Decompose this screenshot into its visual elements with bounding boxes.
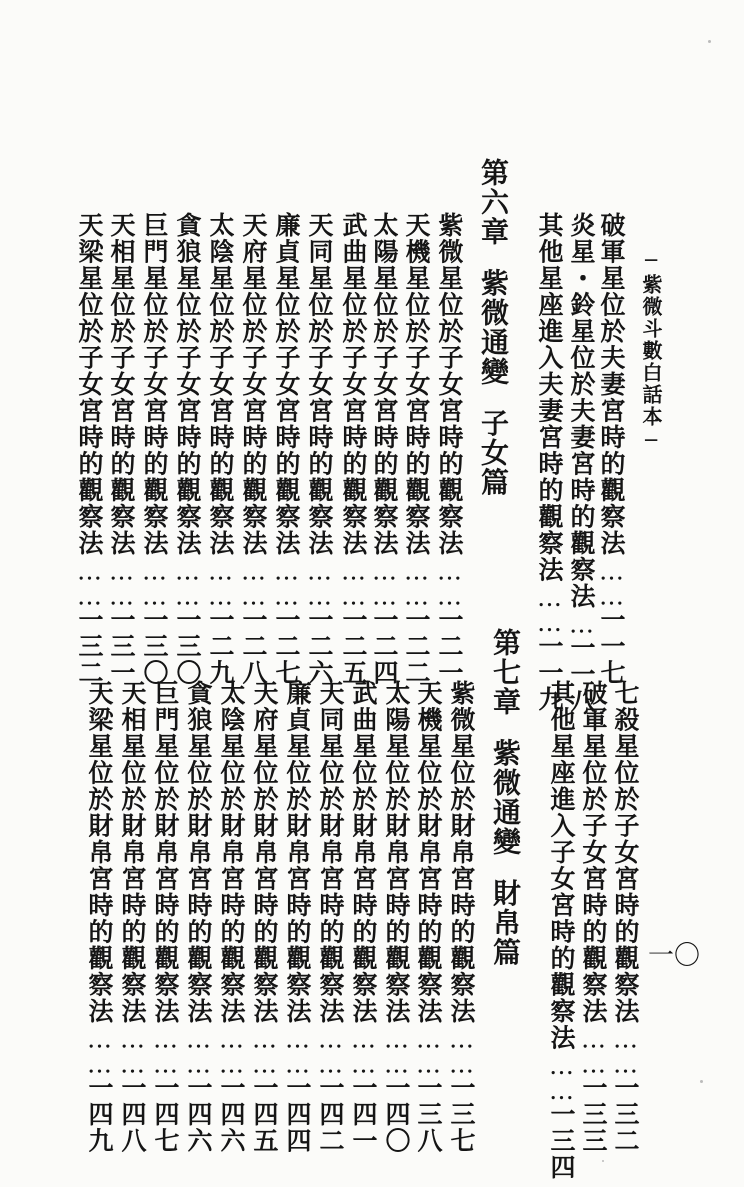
toc-entry[interactable]: [106, 212, 136, 686]
toc-entry-page: 一四八: [118, 1074, 147, 1154]
toc-entry-title: 廉貞星位於子女宮時的觀察法: [272, 212, 301, 557]
scan-speck: [700, 1080, 703, 1083]
toc-entry[interactable]: [369, 212, 399, 686]
toc-entry-page: 一三三: [579, 1074, 608, 1154]
toc-entry-title: 破軍星位於子女宮時的觀察法: [579, 680, 608, 1025]
toc-entry[interactable]: [315, 680, 345, 1154]
toc-entry[interactable]: [546, 680, 576, 1181]
toc-entry[interactable]: [338, 212, 368, 686]
toc-entry-page: 一二五: [339, 606, 368, 686]
toc-entry-title: 炎星・鈴星位於夫妻宮時的觀察法: [567, 212, 596, 610]
toc-entry-leader: ……: [597, 556, 626, 607]
toc-entry-title: 天相星位於財帛宮時的觀察法: [118, 680, 147, 1025]
toc-entry-leader: ……: [107, 556, 136, 607]
toc-entry-title: 貪狼星位於子女宮時的觀察法: [173, 212, 202, 557]
toc-entry-title: 廉貞星位於財帛宮時的觀察法: [283, 680, 312, 1025]
toc-entry-page: 一四二: [316, 1074, 345, 1154]
toc-entry-leader: ……: [305, 556, 334, 607]
toc-entry[interactable]: [216, 680, 246, 1154]
toc-entry-page: 一三七: [447, 1074, 476, 1154]
toc-entry-leader: ……: [316, 1024, 345, 1075]
toc-entry-page: 一一七: [597, 606, 626, 686]
toc-entry-page: 一四六: [217, 1074, 246, 1154]
page-number: 一〇: [648, 941, 701, 971]
toc-entry-page: 一三一: [107, 606, 136, 686]
toc-entry-leader: ……: [339, 556, 368, 607]
toc-entry-page: 一二八: [239, 606, 268, 686]
toc-entry[interactable]: [74, 212, 104, 686]
toc-entry-page: 一一八: [567, 634, 596, 714]
toc-entry[interactable]: [205, 212, 235, 686]
toc-entry-title: 太陽星位於子女宮時的觀察法: [370, 212, 399, 557]
toc-entry-leader: ……: [447, 1024, 476, 1075]
toc-entry-title: 太陰星位於子女宮時的觀察法: [206, 212, 235, 557]
toc-entry-title: 破軍星位於夫妻宮時的觀察法: [597, 212, 626, 557]
toc-entry-leader: ……: [272, 556, 301, 607]
toc-entry-leader: ……: [184, 1024, 213, 1075]
toc-entry-title: 天機星位於財帛宮時的觀察法: [414, 680, 443, 1025]
toc-entry-leader: ……: [85, 1024, 114, 1075]
toc-entry[interactable]: [304, 212, 334, 686]
toc-entry[interactable]: [413, 680, 443, 1154]
chapter-title: 紫微通變: [477, 268, 510, 387]
toc-entry-leader: ……: [206, 556, 235, 607]
toc-entry-leader: ……: [75, 556, 104, 607]
toc-entry-leader: ……: [402, 556, 431, 607]
toc-entry-page: 一三八: [414, 1074, 443, 1154]
toc-entry-title: 太陽星位於財帛宮時的觀察法: [382, 680, 411, 1025]
chapter-number: 第六章: [477, 158, 510, 247]
toc-entry-page: 一三二: [611, 1074, 640, 1154]
toc-entry-page: 一二四: [370, 606, 399, 686]
toc-entry[interactable]: [238, 212, 268, 686]
toc-entry[interactable]: [117, 680, 147, 1154]
toc-entry-page: 一四九: [85, 1074, 114, 1154]
toc-entry[interactable]: [596, 212, 626, 686]
toc-entry-title: 武曲星位於財帛宮時的觀察法: [349, 680, 378, 1025]
toc-entry-page: 一四七: [151, 1074, 180, 1154]
toc-entry[interactable]: [282, 680, 312, 1154]
toc-entry-page: 一四六: [184, 1074, 213, 1154]
toc-entry-page: 一一九: [535, 633, 564, 713]
toc-entry-title: 武曲星位於子女宮時的觀察法: [339, 212, 368, 557]
toc-entry-title: 天梁星位於子女宮時的觀察法: [75, 212, 104, 557]
toc-entry[interactable]: [271, 212, 301, 686]
chapter-heading: [478, 158, 508, 497]
toc-entry-leader: ……: [283, 1024, 312, 1075]
toc-entry-page: 一四四: [283, 1074, 312, 1154]
scan-speck: [708, 40, 711, 43]
toc-entry[interactable]: [348, 680, 378, 1154]
toc-entry-page: 一三二: [75, 606, 104, 686]
toc-entry-title: 天府星位於子女宮時的觀察法: [239, 212, 268, 557]
toc-entry[interactable]: [84, 680, 114, 1154]
chapter-subtitle: 財帛篇: [489, 878, 522, 967]
toc-entry-title: 其他星座進入子女宮時的觀察法: [547, 680, 576, 1051]
toc-entry-page: 一三〇: [173, 606, 202, 686]
toc-entry-leader: ……: [435, 556, 464, 607]
toc-entry-leader: ……: [151, 1024, 180, 1075]
toc-entry-leader: ……: [118, 1024, 147, 1075]
toc-entry-leader: …: [567, 609, 596, 635]
toc-entry-leader: ……: [382, 1024, 411, 1075]
toc-entry-page: 一二六: [305, 606, 334, 686]
toc-entry-page: 一四五: [250, 1074, 279, 1154]
toc-entry-title: 天同星位於財帛宮時的觀察法: [316, 680, 345, 1025]
toc-entry-title: 巨門星位於財帛宮時的觀察法: [151, 680, 180, 1025]
toc-entry-leader: ……: [173, 556, 202, 607]
toc-entry-title: 天府星位於財帛宮時的觀察法: [250, 680, 279, 1025]
toc-entry-page: 一二九: [206, 606, 235, 686]
toc-entry[interactable]: [446, 680, 476, 1154]
toc-entry-leader: ……: [250, 1024, 279, 1075]
toc-entry-leader: ……: [579, 1024, 608, 1075]
toc-entry[interactable]: [139, 212, 169, 686]
toc-entry-page: 一四一: [349, 1074, 378, 1154]
toc-entry[interactable]: [578, 680, 608, 1154]
toc-entry[interactable]: [183, 680, 213, 1154]
chapter-number: 第七章: [489, 628, 522, 717]
toc-entry[interactable]: [150, 680, 180, 1154]
toc-entry[interactable]: [610, 680, 640, 1154]
toc-entry-page: 一二七: [272, 606, 301, 686]
toc-entry-page: 一四〇: [382, 1074, 411, 1154]
chapter-subtitle: 子女篇: [477, 408, 510, 497]
toc-entry-title: 七殺星位於子女宮時的觀察法: [611, 680, 640, 1025]
toc-entry-leader: ……: [535, 583, 564, 633]
running-header: ─紫微斗數白話本─: [639, 248, 663, 454]
chapter-title: 紫微通變: [489, 738, 522, 857]
toc-entry[interactable]: [381, 680, 411, 1154]
toc-entry-title: 巨門星位於子女宮時的觀察法: [140, 212, 169, 557]
toc-entry-leader: ……: [611, 1024, 640, 1075]
toc-entry[interactable]: [566, 212, 596, 714]
chapter-heading: [490, 628, 520, 967]
scan-speck: [602, 1160, 604, 1162]
toc-entry-title: 紫微星位於財帛宮時的觀察法: [447, 680, 476, 1025]
toc-entry[interactable]: [172, 212, 202, 686]
toc-entry-title: 天梁星位於財帛宮時的觀察法: [85, 680, 114, 1025]
toc-entry-title: 其他星座進入夫妻宮時的觀察法: [535, 212, 564, 583]
toc-entry[interactable]: [434, 212, 464, 686]
toc-entry-page: 一三四: [547, 1101, 576, 1181]
toc-entry[interactable]: [534, 212, 564, 713]
toc-entry[interactable]: [249, 680, 279, 1154]
toc-entry-title: 天機星位於子女宮時的觀察法: [402, 212, 431, 557]
toc-entry-leader: ……: [140, 556, 169, 607]
toc-entry-page: 一三〇: [140, 606, 169, 686]
toc-entry-page: 一二一: [435, 606, 464, 686]
toc-entry-leader: ……: [239, 556, 268, 607]
toc-entry-title: 天同星位於子女宮時的觀察法: [305, 212, 334, 557]
toc-entry-leader: ……: [370, 556, 399, 607]
toc-entry-title: 貪狼星位於財帛宮時的觀察法: [184, 680, 213, 1025]
toc-entry-title: 太陰星位於財帛宮時的觀察法: [217, 680, 246, 1025]
toc-entry-leader: ……: [217, 1024, 246, 1075]
toc-entry-title: 天相星位於子女宮時的觀察法: [107, 212, 136, 557]
toc-entry-leader: ……: [547, 1051, 576, 1101]
toc-entry-title: 紫微星位於子女宮時的觀察法: [435, 212, 464, 557]
toc-entry-page: 一二二: [402, 606, 431, 686]
toc-entry-leader: ……: [414, 1024, 443, 1075]
toc-entry[interactable]: [401, 212, 431, 686]
toc-entry-leader: ……: [349, 1024, 378, 1075]
